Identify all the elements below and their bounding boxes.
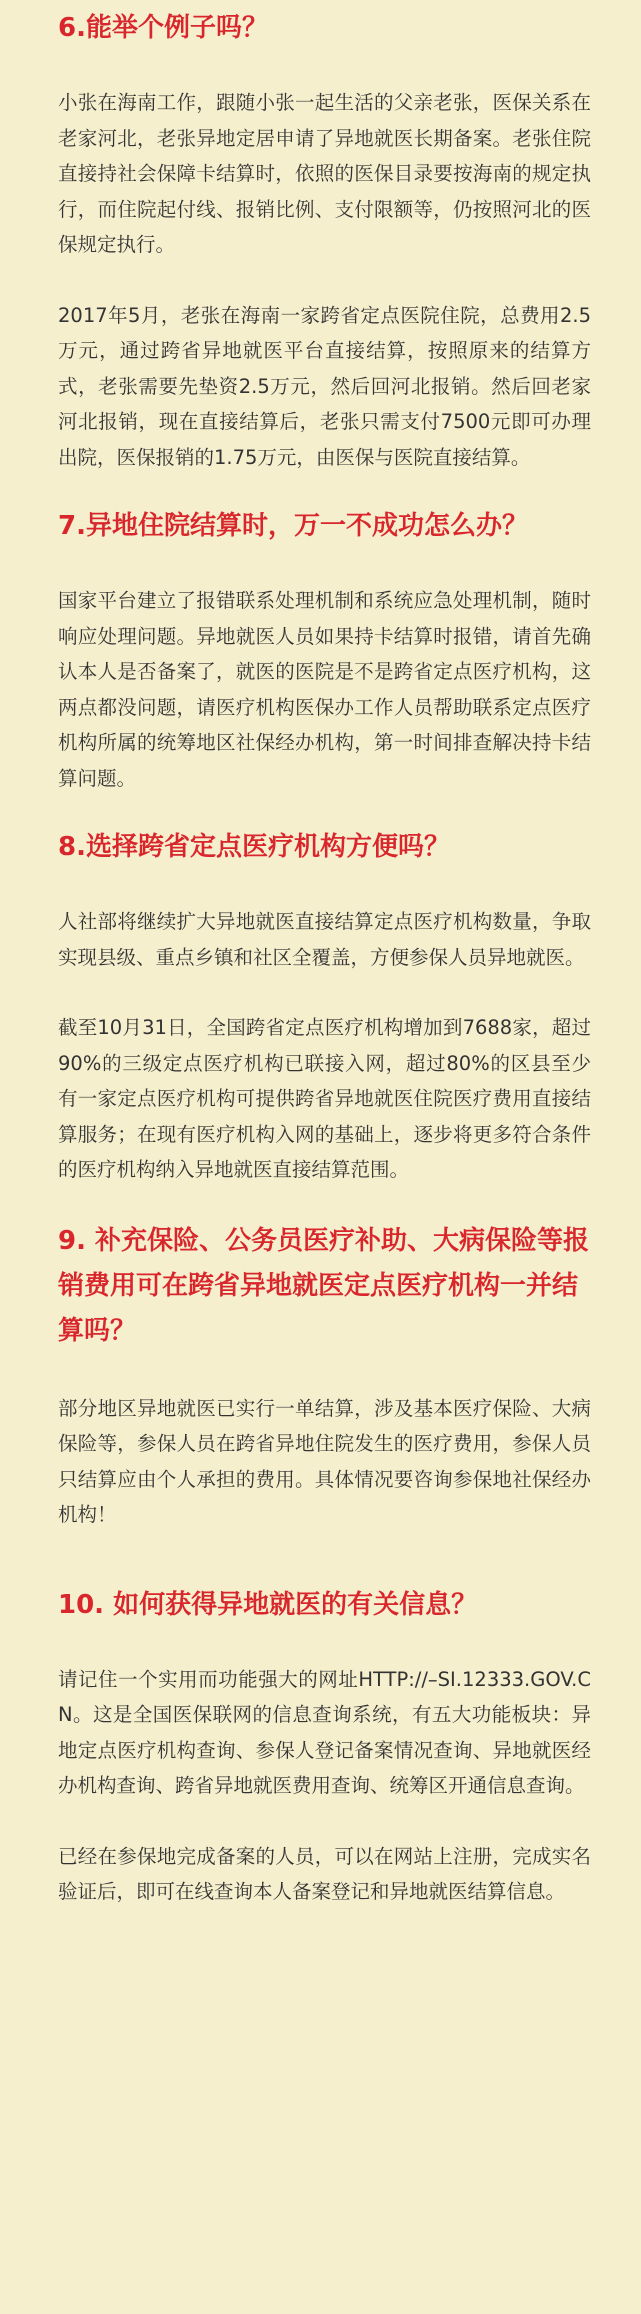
spacer [58, 546, 591, 583]
section-7 [58, 506, 591, 796]
section-10-paragraph-2: 已经在参保地完成备案的人员，可以在网站上注册，完成实名验证后，即可在线查询本人备案登记和异地就医结算信息。 [58, 1844, 591, 1903]
spacer [58, 867, 591, 904]
section-10-heading: 10. 如何获得异地就医的有关信息？ [58, 1589, 478, 1620]
spacer [58, 1354, 591, 1391]
section-9 [58, 1219, 591, 1533]
spacer [58, 1804, 591, 1839]
section-6-heading: 6.能举个例子吗？ [58, 13, 268, 43]
section-8 [58, 827, 591, 1188]
section-8-paragraph-2: 截至10月31日，全国跨省定点医疗机构增加到7688家，超过90%的三级定点医疗机构已联接入网，超过80%的区县至少有一家定点医疗机构可提供跨省异地就医住院医疗费用直接结算服务；在现有医疗机构入网的基础上，逐步将更多符合条件的医疗机构纳入异地就医直接结算范围。 [58, 1016, 591, 1181]
section-6-paragraph-2: 2017年5月，老张在海南一家跨省定点医院住院，总费用2.5万元，通过跨省异地就医平台直接结算，按照原来的结算方式，老张需要先垫资2.5万元，然后回河北报销。然后回老家河北报销，现在直接结算后，老张只需支付7500元即可办理出院，医保报销的1.75万元，由医保与医院直接结算。 [58, 303, 591, 469]
spacer [58, 975, 591, 1010]
spacer [58, 48, 591, 85]
spacer [58, 475, 591, 506]
spacer [58, 1188, 591, 1219]
section-9-heading: 9. 补充保险、公务员医疗补助、大病保险等报销费用可在跨省异地就医定点医疗机构一并结算吗？ [58, 1225, 590, 1346]
section-10-paragraph-1: 请记住一个实用而功能强大的网址HTTP://–SI.12333.GOV.CN。这是全国医保联网的信息查询系统，有五大功能板块：异地定点医疗机构查询、参保人登记备案情况查询、异地就医经办机构查询、跨省异地就医费用查询、统筹区开通信息查询。 [58, 1667, 591, 1797]
section-7-heading: 7.异地住院结算时，万一不成功怎么办？ [58, 511, 528, 541]
section-8-paragraph-1: 人社部将继续扩大异地就医直接结算定点医疗机构数量，争取实现县级、重点乡镇和社区全覆盖，方便参保人员异地就医。 [58, 910, 591, 969]
section-9-paragraph-1: 部分地区异地就医已实行一单结算，涉及基本医疗保险、大病保险等，参保人员在跨省异地住院发生的医疗费用，参保人员只结算应由个人承担的费用。具体情况要咨询参保地社保经办机构！ [58, 1396, 591, 1526]
section-6-paragraph-1: 小张在海南工作，跟随小张一起生活的父亲老张，医保关系在老家河北，老张异地定居申请了异地就医长期备案。老张住院直接持社会保障卡结算时，依照的医保目录要按海南的规定执行，而住院起付线、报销比例、支付限额等，仍按照河北的医保规定执行。 [58, 91, 591, 256]
section-7-paragraph-1: 国家平台建立了报错联系处理机制和系统应急处理机制，随时响应处理问题。异地就医人员如果持卡结算时报错，请首先确认本人是否备案了，就医的医院是不是跨省定点医疗机构，这两点都没问题，请医疗机构医保办工作人员帮助联系定点医疗机构所属的统筹地区社保经办机构，第一时间排查解决持卡结算问题。 [58, 589, 591, 790]
spacer [58, 1533, 591, 1585]
section-6 [58, 8, 591, 475]
spacer [58, 1625, 591, 1662]
spacer [58, 263, 591, 298]
section-10 [58, 1585, 591, 1910]
section-8-heading: 8.选择跨省定点医疗机构方便吗？ [58, 832, 450, 862]
spacer [58, 796, 591, 827]
